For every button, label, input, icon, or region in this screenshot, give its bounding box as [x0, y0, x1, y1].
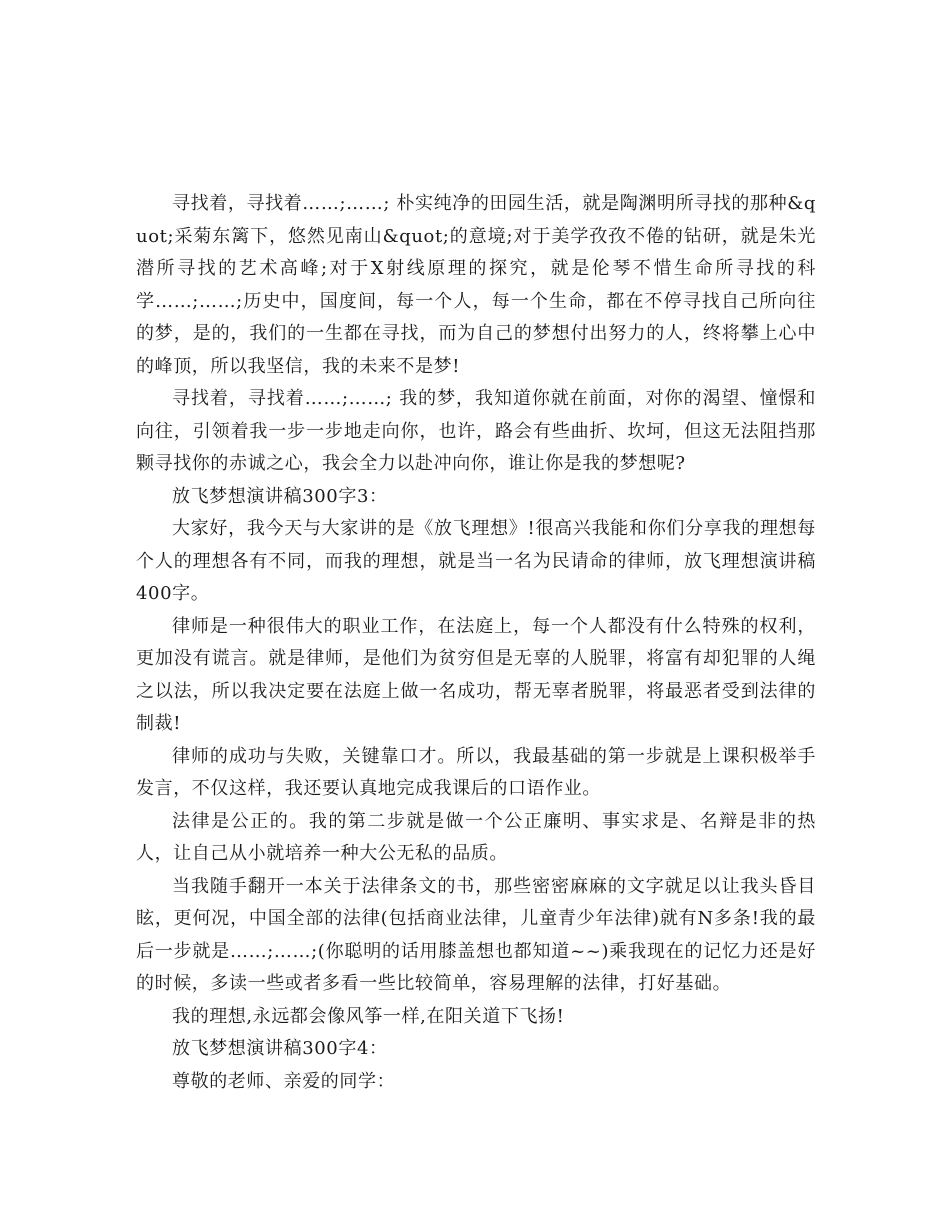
section-heading-3: 放飞梦想演讲稿300字3：: [172, 485, 388, 507]
paragraph-1: 寻找着，寻找着……;……; 朴实纯净的田园生活，就是陶渊明所寻找的那种&quot;采菊东篱下，悠然见南山&quot;的意境;对于美学孜孜不倦的钻研，就是朱光潜所寻找的艺术高峰;对于X射线原理的探究，就是伦琴不惜生命所寻找的科学……;……;历史中，国度间，每一个人，每一个生命，都在不停寻找自己所向往的梦，是的，我们的一生都在寻找，而为自己的梦想付出努力的人，终将攀上心中的峰顶，所以我坚信，我的未来不是梦!: [136, 193, 816, 377]
salutation: 尊敬的老师、亲爱的同学：: [172, 1070, 396, 1092]
section-heading-4: 放飞梦想演讲稿300字4：: [172, 1038, 388, 1059]
paragraph-8: 我的理想,永远都会像风筝一样,在阳关道下飞扬!: [172, 1005, 565, 1027]
paragraph-2: 寻找着，寻找着……;……; 我的梦，我知道你就在前面，对你的渴望、憧憬和向往，引领着我一步一步地走向你，也许，路会有些曲折、坎坷，但这无法阻挡那颗寻找你的赤诚之心，我会全力以赴冲向你，谁让你是我的梦想呢?: [136, 388, 816, 474]
paragraph-6: 法律是公正的。我的第二步就是做一个公正廉明、事实求是、名辩是非的热人，让自己从小就培养一种大公无私的品质。: [136, 810, 816, 864]
paragraph-7: 当我随手翻开一本关于法律条文的书，那些密密麻麻的文字就足以让我头昏目眩，更何况，中国全部的法律(包括商业法律，儿童青少年法律)就有N多条!我的最后一步就是……;……;(你聪明的话用膝盖想也都知道~~)乘我现在的记忆力还是好的时候，多读一些或者多看一些比较简单，容易理解的法律，打好基础。: [136, 875, 816, 994]
paragraph-4: 律师是一种很伟大的职业工作，在法庭上，每一个人都没有什么特殊的权利，更加没有谎言。就是律师，是他们为贫穷但是无辜的人脱罪，将富有却犯罪的人绳之以法，所以我决定要在法庭上做一名成功，帮无辜者脱罪，将最恶者受到法律的制裁!: [136, 615, 816, 734]
paragraph-5: 律师的成功与失败，关键靠口才。所以，我最基础的第一步就是上课积极举手发言，不仅这样，我还要认真地完成我课后的口语作业。: [136, 745, 816, 799]
paragraph-3: 大家好，我今天与大家讲的是《放飞理想》!很高兴我能和你们分享我的理想每个人的理想各有不同，而我的理想，就是当一名为民请命的律师，放飞理想演讲稿400字。: [136, 518, 816, 604]
document-body: [136, 188, 816, 1098]
